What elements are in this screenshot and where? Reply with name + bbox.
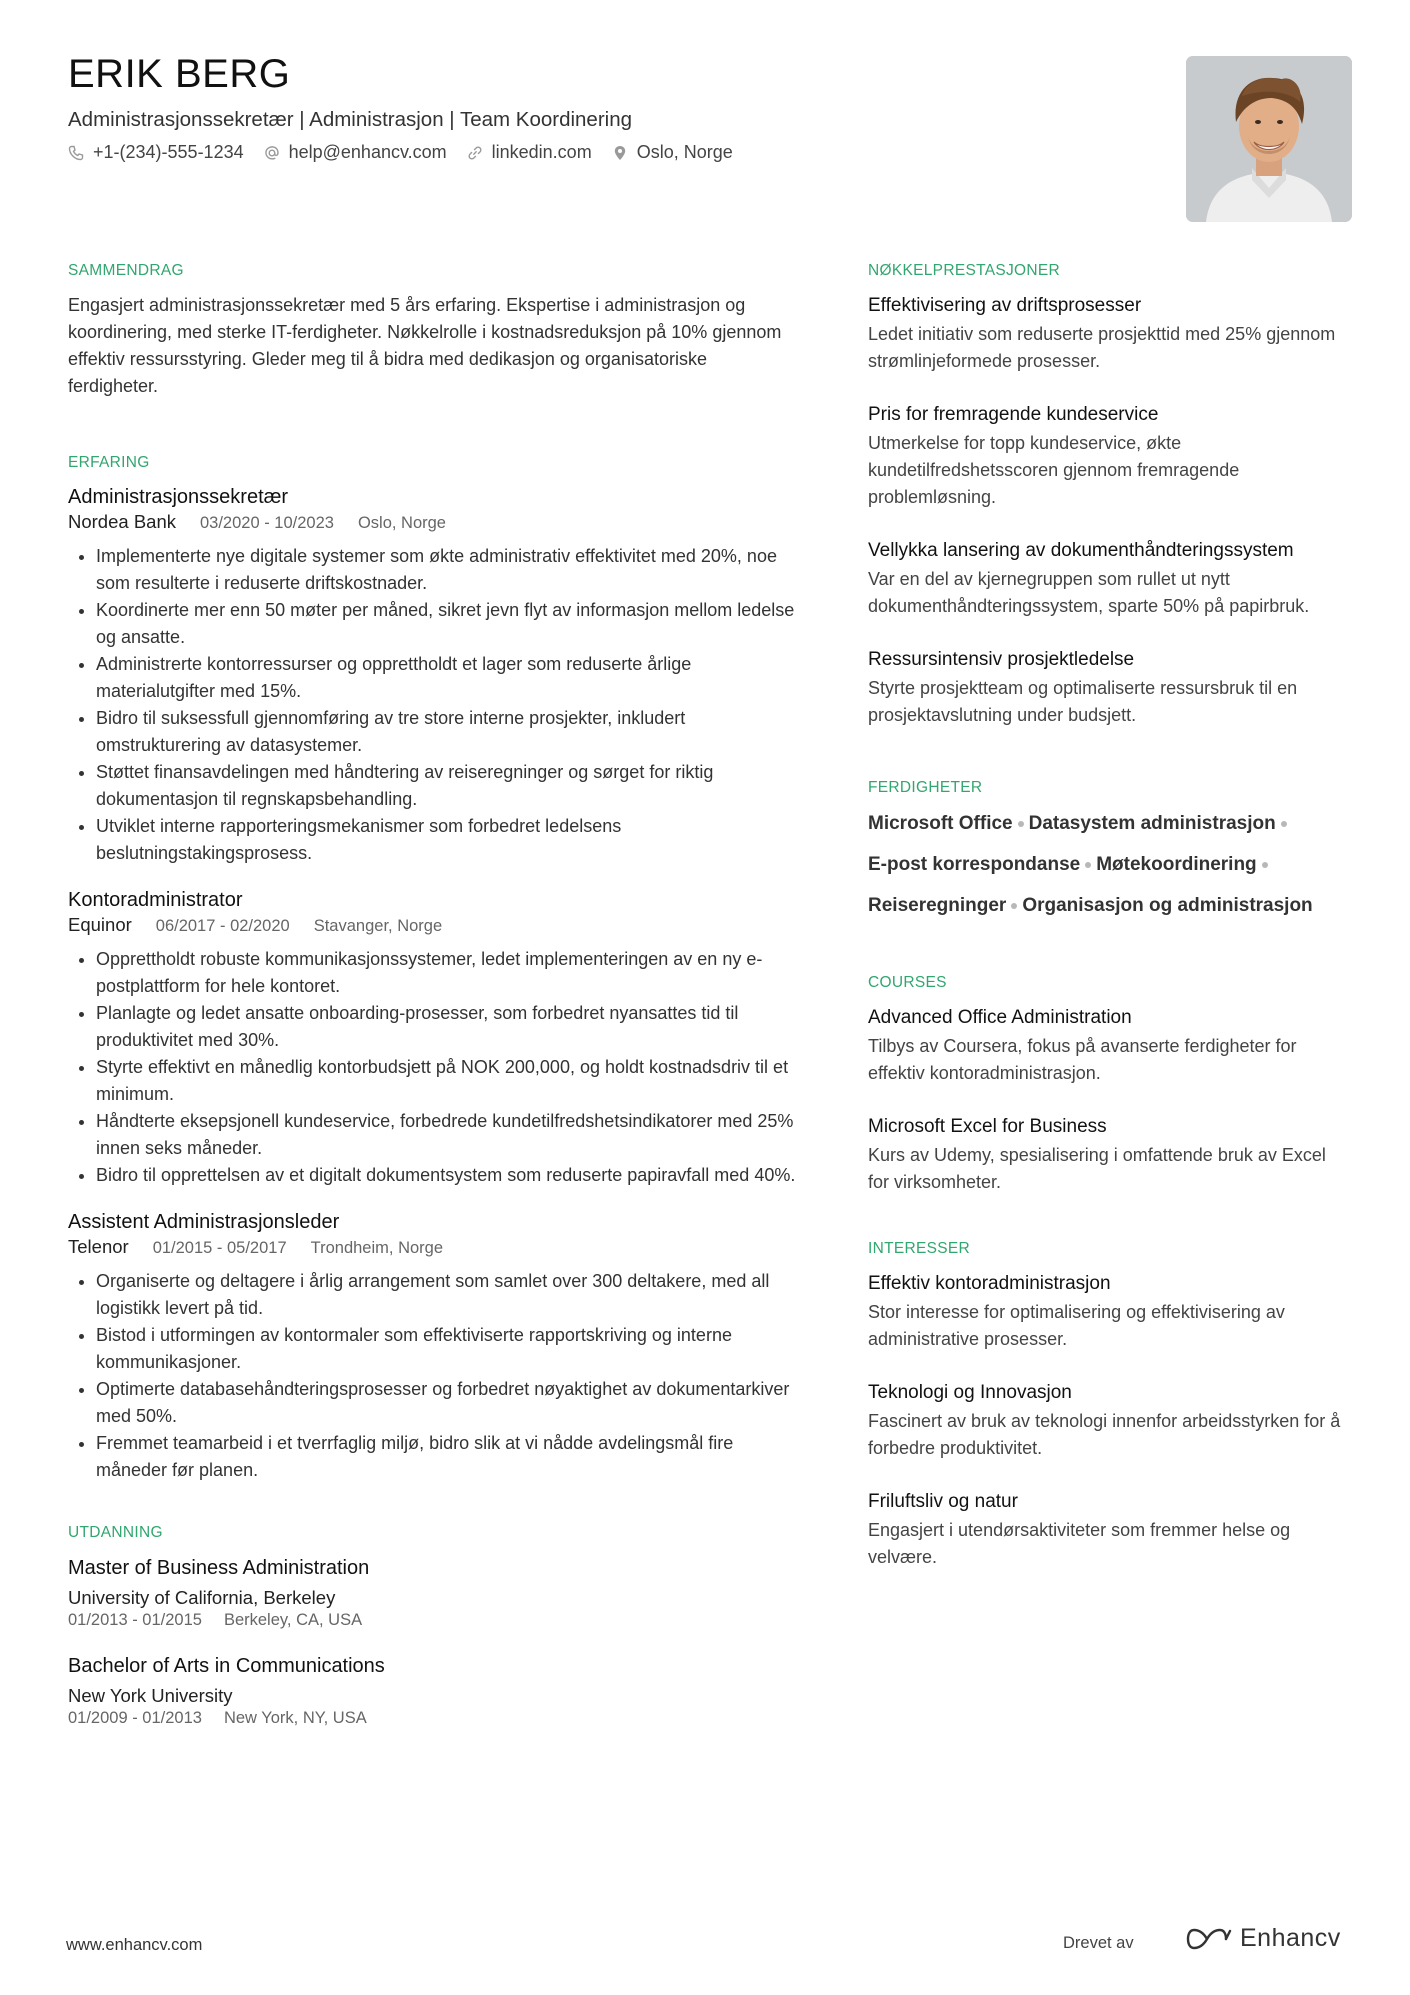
achievement-title: Effektivisering av driftsprosesser <box>868 295 1142 316</box>
job-bullet: • Organiserte og deltagere i årlig arrangement som samlet over 300 deltakere, med all logistikk levert på tid. <box>96 1268 798 1322</box>
education-degree: Bachelor of Arts in Communications <box>68 1655 385 1677</box>
achievement-item <box>868 537 1348 620</box>
phone-icon <box>68 145 84 161</box>
education-heading: UTDANNING <box>68 1524 163 1541</box>
courses-section <box>868 974 1348 1196</box>
course-title: Microsoft Excel for Business <box>868 1116 1107 1137</box>
contact-linkedin[interactable] <box>467 142 592 163</box>
job-company: Telenor <box>68 1236 129 1257</box>
contact-phone <box>68 142 244 163</box>
footer-brand-logo[interactable] <box>1186 1924 1341 1953</box>
job-bullet: • Implementerte nye digitale systemer som økte administrativ effektivitet med 20%, noe som resulterte i reduserte driftskostnader. <box>96 543 798 597</box>
job-bullet: • Bistod i utformingen av kontormaler som effektiviserte rapportskriving og interne kommunikasjoner. <box>96 1322 798 1376</box>
achievement-item <box>868 401 1348 511</box>
job-location: Trondheim, Norge <box>310 1239 444 1257</box>
achievement-title: Vellykka lansering av dokumenthåndteringssystem <box>868 540 1294 561</box>
education-dates: 01/2013 - 01/2015 <box>68 1611 202 1629</box>
interests-section <box>868 1240 1348 1571</box>
job-bullet: • Håndterte eksepsjonell kundeservice, forbedrede kundetilfredshetsindikatorer med 25% innen seks måneder. <box>96 1108 798 1162</box>
interest-title: Teknologi og Innovasjon <box>868 1382 1072 1403</box>
job-bullet: • Koordinerte mer enn 50 møter per måned, sikret jevn flyt av informasjon mellom ledelse og ansatte. <box>96 597 798 651</box>
education-entry <box>68 1652 798 1728</box>
candidate-subtitle: Administrasjonssekretær | Administrasjon | Team Koordinering <box>68 108 633 131</box>
contact-email[interactable] <box>264 142 447 163</box>
achievements-heading: NØKKELPRESTASJONER <box>868 262 1061 279</box>
job-role: Administrasjonssekretær <box>68 486 289 508</box>
contact-location <box>612 142 733 163</box>
job-bullet: • Administrerte kontorressurser og opprettholdt et lager som reduserte årlige materialutgifter med 15%. <box>96 651 798 705</box>
education-location: Berkeley, CA, USA <box>223 1611 363 1629</box>
job-entry <box>68 887 798 1189</box>
summary-section <box>68 262 798 400</box>
job-bullet: • Bidro til suksessfull gjennomføring av tre store interne prosjekter, inkludert omstrukturering av datasystemer. <box>96 705 798 759</box>
education-school: University of California, Berkeley <box>68 1587 336 1608</box>
achievement-title: Pris for fremragende kundeservice <box>868 404 1159 425</box>
job-company: Equinor <box>68 914 132 935</box>
profile-photo <box>1186 56 1352 222</box>
course-item <box>868 1004 1348 1087</box>
job-role: Assistent Administrasjonsleder <box>68 1211 340 1233</box>
skill-tag: Reiseregninger <box>868 895 1007 916</box>
job-dates: 01/2015 - 05/2017 <box>152 1239 287 1257</box>
job-meta <box>68 1235 798 1260</box>
job-entry <box>68 484 798 867</box>
at-icon <box>264 145 280 161</box>
course-desc: Tilbys av Coursera, fokus på avanserte ferdigheter for effektiv kontoradministrasjon. <box>868 1036 1297 1083</box>
education-degree: Master of Business Administration <box>68 1557 370 1579</box>
separator-dot <box>1018 821 1024 827</box>
skill-tag: Datasystem administrasjon <box>1028 813 1276 834</box>
interests-heading: INTERESSER <box>868 1240 971 1257</box>
job-bullet: • Fremmet teamarbeid i et tverrfaglig miljø, bidro slik at vi nådde avdelingsmål fire måneder før planen. <box>96 1430 798 1484</box>
course-item <box>868 1113 1348 1196</box>
footer-brand-name: Enhancv <box>1240 1924 1341 1952</box>
job-meta <box>68 510 798 535</box>
courses-heading: COURSES <box>868 974 947 991</box>
job-location: Oslo, Norge <box>357 514 446 532</box>
education-school: New York University <box>68 1685 233 1706</box>
summary-heading: SAMMENDRAG <box>68 262 184 279</box>
interest-item <box>868 1270 1348 1353</box>
footer-url[interactable]: www.enhancv.com <box>66 1936 203 1954</box>
skills-heading: FERDIGHETER <box>868 779 983 796</box>
enhancv-logo-icon <box>1186 1926 1232 1952</box>
summary-text: Engasjert administrasjonssekretær med 5 års erfaring. Ekspertise i administrasjon og koordinering, med sterke IT-ferdigheter. Nøkkelrolle i kostnadsreduksjon på 10% gjennom effektiv ressursstyring. Gleder meg til å bidra med dedikasjon og organisatoriske ferdigheter. <box>68 295 782 396</box>
separator-dot <box>1281 821 1287 827</box>
interest-desc: Engasjert i utendørsaktiviteter som fremmer helse og velvære. <box>868 1520 1291 1567</box>
separator-dot <box>1085 862 1091 868</box>
job-bullets <box>68 946 798 1189</box>
skill-tag: Organisasjon og administrasjon <box>1022 895 1313 916</box>
job-company: Nordea Bank <box>68 511 176 532</box>
skills-section <box>868 779 1348 920</box>
education-section <box>68 1524 798 1728</box>
interest-title: Friluftsliv og natur <box>868 1491 1018 1512</box>
achievement-desc: Var en del av kjernegruppen som rullet ut nytt dokumenthåndteringssystem, sparte 50% på papirbruk. <box>868 569 1310 616</box>
interest-desc: Stor interesse for optimalisering og effektivisering av administrative prosesser. <box>868 1302 1285 1349</box>
contact-linkedin-text: linkedin.com <box>491 142 592 162</box>
separator-dot <box>1011 903 1017 909</box>
course-desc: Kurs av Udemy, spesialisering i omfattende bruk av Excel for virksomheter. <box>868 1145 1326 1192</box>
interest-desc: Fascinert av bruk av teknologi innenfor arbeidsstyrken for å forbedre produktivitet. <box>868 1411 1341 1458</box>
achievement-desc: Styrte prosjektteam og optimaliserte ressursbruk til en prosjektavslutning under budsjett. <box>868 678 1298 725</box>
candidate-name: ERIK BERG <box>68 52 291 96</box>
job-bullet: • Opprettholdt robuste kommunikasjonssystemer, ledet implementeringen av en ny e-postplattform for hele kontoret. <box>96 946 798 1000</box>
job-location: Stavanger, Norge <box>313 917 443 935</box>
interest-item <box>868 1379 1348 1462</box>
course-title: Advanced Office Administration <box>868 1007 1132 1028</box>
skill-tag: Møtekoordinering <box>1096 854 1257 875</box>
job-bullet: • Optimerte databasehåndteringsprosesser og forbedret nøyaktighet av dokumentarkiver med 50%. <box>96 1376 798 1430</box>
education-meta <box>68 1610 798 1630</box>
achievement-title: Ressursintensiv prosjektledelse <box>868 649 1135 670</box>
left-column <box>68 262 798 1774</box>
achievement-desc: Ledet initiativ som reduserte prosjekttid med 25% gjennom strømlinjeformede prosesser. <box>868 324 1336 371</box>
right-column <box>868 262 1348 1617</box>
job-bullet: • Styrte effektivt en månedlig kontorbudsjett på NOK 200,000, og holdt kostnadsdriv til et minimum. <box>96 1054 798 1108</box>
experience-heading: ERFARING <box>68 454 150 471</box>
link-icon <box>467 145 483 161</box>
job-bullet: • Planlagte og ledet ansatte onboarding-prosesser, som forbedret nyansattes tid til produktivitet med 30%. <box>96 1000 798 1054</box>
contact-phone-text: +1-(234)-555-1234 <box>93 142 244 162</box>
interest-title: Effektiv kontoradministrasjon <box>868 1273 1111 1294</box>
skills-list <box>868 809 1348 920</box>
contact-email-text: help@enhancv.com <box>288 142 447 162</box>
experience-section <box>68 454 798 1484</box>
job-bullet: • Bidro til opprettelsen av et digitalt dokumentsystem som reduserte papiravfall med 40%. <box>96 1162 798 1189</box>
education-entry <box>68 1554 798 1630</box>
location-pin-icon <box>612 145 628 161</box>
achievement-item <box>868 646 1348 729</box>
footer-powered-by: Drevet av <box>1063 1934 1134 1952</box>
education-location: New York, NY, USA <box>223 1709 367 1727</box>
achievements-section <box>868 262 1348 729</box>
contact-bar <box>68 142 733 163</box>
job-bullet: • Støttet finansavdelingen med håndtering av reiseregninger og sørget for riktig dokumentasjon til regnskapsbehandling. <box>96 759 798 813</box>
job-bullet: • Utviklet interne rapporteringsmekanismer som forbedret ledelsens beslutningstakingsprosess. <box>96 813 798 867</box>
achievement-desc: Utmerkelse for topp kundeservice, økte kundetilfredshetsscoren gjennom fremragende problemløsning. <box>868 433 1240 507</box>
interest-item <box>868 1488 1348 1571</box>
job-meta <box>68 913 798 938</box>
job-dates: 06/2017 - 02/2020 <box>155 917 290 935</box>
education-dates: 01/2009 - 01/2013 <box>68 1709 202 1727</box>
education-meta <box>68 1708 798 1728</box>
achievement-item <box>868 292 1348 375</box>
job-bullets <box>68 1268 798 1484</box>
separator-dot <box>1262 862 1268 868</box>
skill-tag: Microsoft Office <box>868 813 1013 834</box>
job-bullets <box>68 543 798 867</box>
job-dates: 03/2020 - 10/2023 <box>199 514 334 532</box>
job-entry <box>68 1209 798 1484</box>
skill-tag: E-post korrespondanse <box>868 854 1081 875</box>
job-role: Kontoradministrator <box>68 889 243 911</box>
contact-location-text: Oslo, Norge <box>636 142 733 162</box>
